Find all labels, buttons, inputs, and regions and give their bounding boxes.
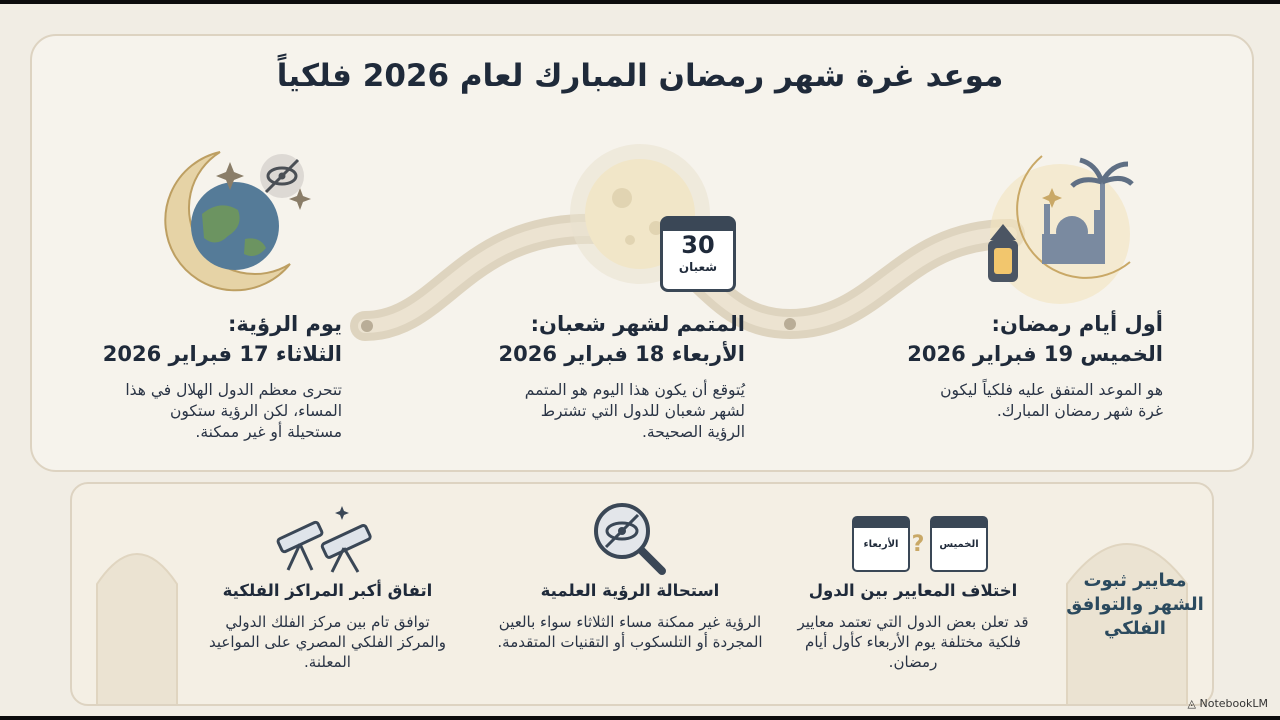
calendar-wednesday-icon [852, 516, 910, 572]
ramadan-first-day-date: الخميس 19 فبراير 2026 [907, 342, 1163, 366]
calendar-wednesday-label: الأربعاء [863, 539, 899, 550]
crescent-mosque-icon [980, 144, 1150, 294]
shaban-calendar-icon [660, 216, 736, 292]
calendar-thursday-label: الخميس [939, 539, 979, 550]
shaban-complete-heading: المتمم لشهر شعبان: [530, 312, 745, 336]
calendar-number: 30 [681, 231, 715, 259]
arch-decoration [82, 504, 192, 704]
vision-day-heading: يوم الرؤية: [228, 312, 342, 336]
brand-icon: ◬ [1187, 697, 1197, 710]
timeline-item-shaban-complete [490, 310, 745, 443]
notebooklm-brand [1188, 697, 1268, 710]
calendar-header [663, 219, 733, 231]
question-mark-icon: ? [911, 532, 925, 557]
criteria-item-standards-difference [788, 580, 1038, 672]
telescope-icon [270, 504, 380, 574]
criteria-item-centers-agreement [205, 580, 450, 672]
infographic-page [0, 4, 1280, 716]
shaban-complete-date: الأربعاء 18 فبراير 2026 [498, 342, 745, 366]
calendar-month: شعبان [678, 260, 718, 274]
calendar-thursday-header [932, 518, 986, 528]
ramadan-first-day-heading: أول أيام رمضان: [991, 312, 1163, 336]
vision-day-text: تتحرى معظم الدول الهلال في هذا المساء، لكن الرؤية ستكون مستحيلة أو غير ممكنة. [125, 381, 342, 441]
criteria-title: معايير ثبوت الشهر والتوافق الفلكي [1066, 570, 1204, 639]
ramadan-first-day-text: هو الموعد المتفق عليه فلكياً ليكون غرة شهر رمضان المبارك. [940, 381, 1163, 420]
magnifier-no-vision-icon [590, 499, 670, 577]
vision-impossible-heading: استحالة الرؤية العلمية [540, 581, 720, 600]
timeline-item-ramadan-first-day [905, 310, 1163, 422]
page-title: موعد غرة شهر رمضان المبارك لعام 2026 فلكياً [276, 58, 1004, 94]
centers-agreement-text: توافق تام بين مركز الفلك الدولي والمركز الفلكي المصري على المواعيد المعلنة. [208, 613, 447, 671]
shaban-complete-text: يُتوقع أن يكون هذا اليوم هو المتمم لشهر شعبان للدول التي تشترط الرؤية الصحيحة. [524, 381, 745, 441]
centers-agreement-heading: اتفاق أكبر المراكز الفلكية [222, 581, 433, 600]
timeline-item-vision-day [90, 310, 342, 443]
vision-day-date: الثلاثاء 17 فبراير 2026 [102, 342, 342, 366]
crescent-globe-icon [140, 144, 320, 294]
vision-impossible-text: الرؤية غير ممكنة مساء الثلاثاء سواء بالعين المجردة أو التلسكوب أو التقنيات المتقدمة. [497, 613, 763, 651]
brand-label: NotebookLM [1199, 697, 1268, 710]
standards-difference-text: قد تعلن بعض الدول التي تعتمد معايير فلكية مختلفة يوم الأربعاء كأول أيام رمضان. [797, 613, 1029, 671]
standards-difference-heading: اختلاف المعايير بين الدول [808, 581, 1018, 600]
calendar-thursday-icon [930, 516, 988, 572]
criteria-item-vision-impossible [495, 580, 765, 652]
calendar-wednesday-header [854, 518, 908, 528]
